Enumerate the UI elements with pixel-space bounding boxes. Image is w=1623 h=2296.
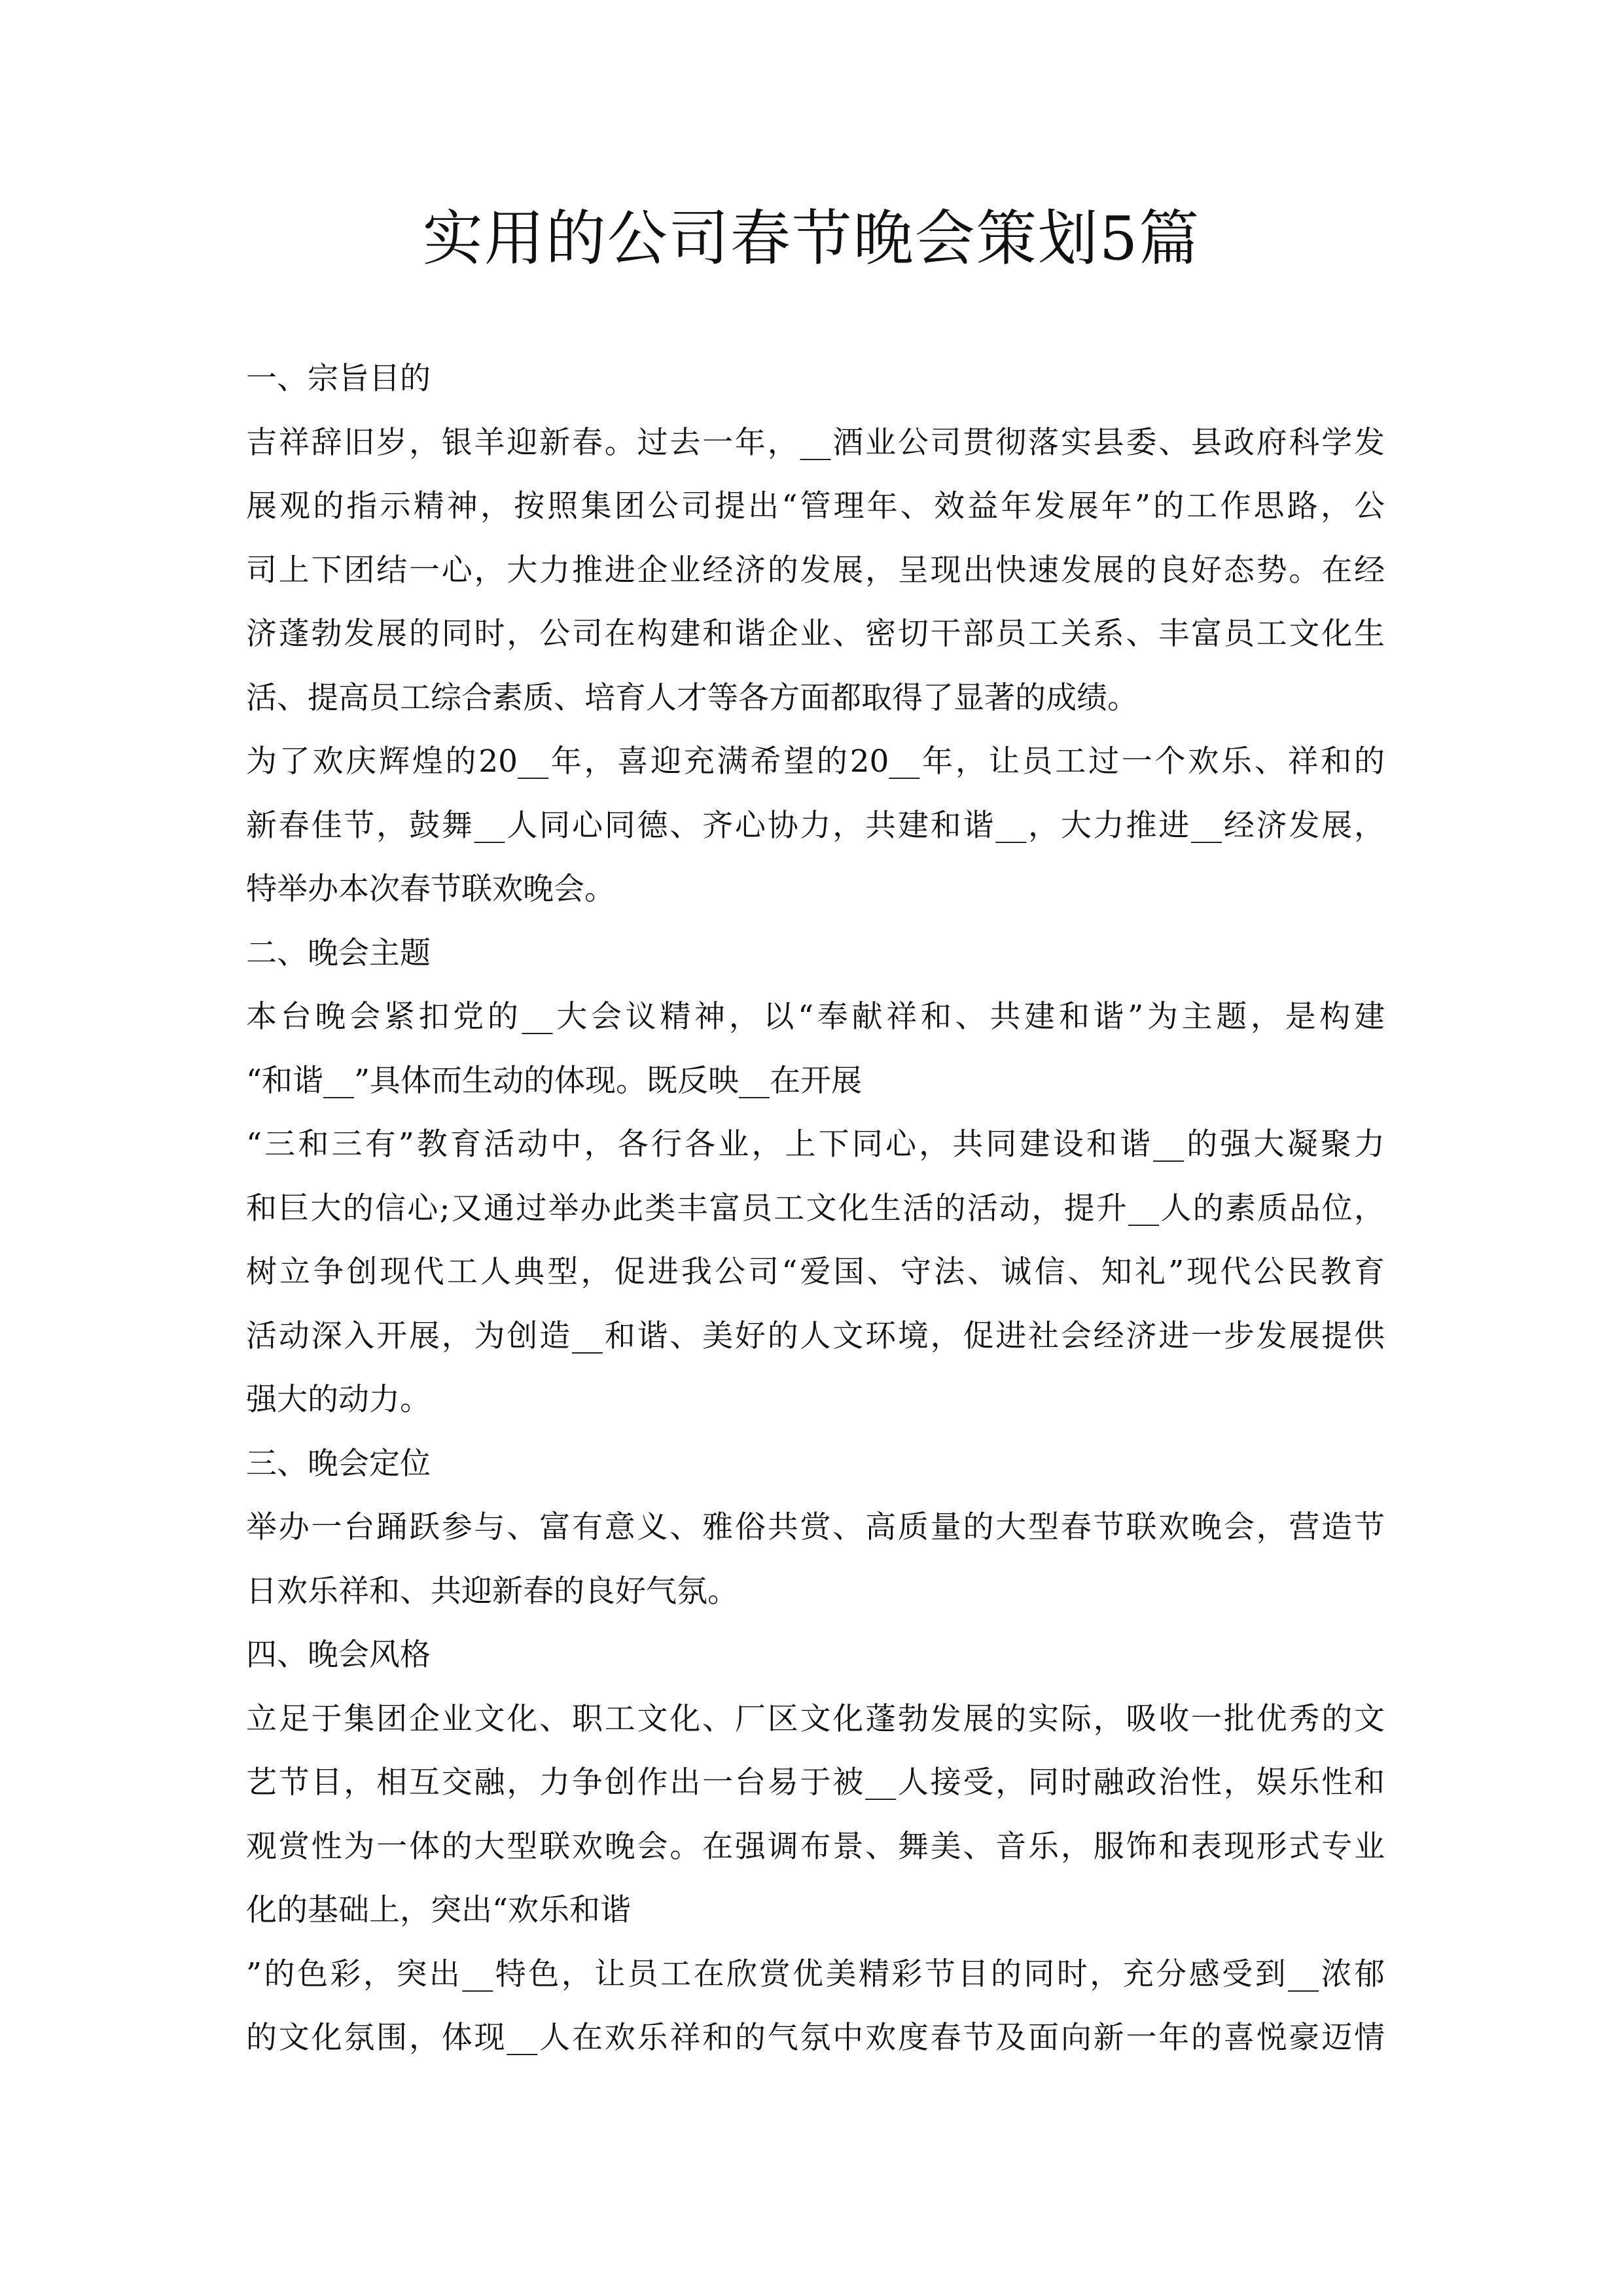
section-heading: 三、晚会定位 <box>246 1445 431 1482</box>
paragraph-line: 化的基础上，突出“欢乐和谐 <box>246 1892 632 1928</box>
paragraph-line: 展观的指示精神，按照集团公司提出“管理年、效益年发展年”的工作思路，公 <box>246 488 1385 524</box>
paragraph-line: 和巨大的信心;又通过举办此类丰富员工文化生活的活动，提升__人的素质品位， <box>246 1190 1385 1227</box>
section-heading: 四、晚会风格 <box>246 1637 431 1673</box>
paragraph-line: ”的色彩，突出__特色，让员工在欣赏优美精彩节目的同时，充分感受到__浓郁 <box>246 1956 1385 1992</box>
section-heading: 一、宗旨目的 <box>246 361 431 397</box>
paragraph-line: 特举办本次春节联欢晚会。 <box>246 871 615 907</box>
paragraph-line: 的文化氛围，体现__人在欢乐祥和的气氛中欢度春节及面向新一年的喜悦豪迈情 <box>246 2020 1385 2056</box>
document-title: 实用的公司春节晚会策划5篇 <box>422 204 1201 274</box>
paragraph-line: 为了欢庆辉煌的20__年，喜迎充满希望的20__年，让员工过一个欢乐、祥和的 <box>246 744 1385 780</box>
paragraph-line: 树立争创现代工人典型，促进我公司“爱国、守法、诚信、知礼”现代公民教育 <box>246 1254 1385 1290</box>
paragraph-line: 举办一台踊跃参与、富有意义、雅俗共赏、高质量的大型春节联欢晚会，营造节 <box>246 1509 1385 1545</box>
paragraph-line: “和谐__”具体而生动的体现。既反映__在开展 <box>246 1062 863 1099</box>
paragraph-line: 立足于集团企业文化、职工文化、厂区文化蓬勃发展的实际，吸收一批优秀的文 <box>246 1700 1385 1737</box>
paragraph-line: 艺节目，相互交融，力争创作出一台易于被__人接受，同时融政治性，娱乐性和 <box>246 1765 1385 1801</box>
paragraph-line: 司上下团结一心，大力推进企业经济的发展，呈现出快速发展的良好态势。在经 <box>246 552 1385 588</box>
paragraph-line: 新春佳节，鼓舞__人同心同德、齐心协力，共建和谐__，大力推进__经济发展， <box>246 807 1385 844</box>
paragraph-line: 强大的动力。 <box>246 1382 431 1418</box>
paragraph-line: 济蓬勃发展的同时，公司在构建和谐企业、密切干部员工关系、丰富员工文化生 <box>246 616 1385 652</box>
paragraph-line: 本台晚会紧扣党的__大会议精神，以“奉献祥和、共建和谐”为主题，是构建 <box>246 999 1385 1035</box>
document-body <box>246 347 1385 2070</box>
paragraph-line: 活动深入开展，为创造__和谐、美好的人文环境，促进社会经济进一步发展提供 <box>246 1318 1385 1354</box>
paragraph-line: 日欢乐祥和、共迎新春的良好气氛。 <box>246 1573 738 1609</box>
paragraph-line: 活、提高员工综合素质、培育人才等各方面都取得了显著的成绩。 <box>246 679 1138 716</box>
paragraph-line: 观赏性为一体的大型联欢晚会。在强调布景、舞美、音乐，服饰和表现形式专业 <box>246 1828 1385 1865</box>
paragraph-line: 吉祥辞旧岁，银羊迎新春。过去一年，__酒业公司贯彻落实县委、县政府科学发 <box>246 424 1385 461</box>
paragraph-line: “三和三有”教育活动中，各行各业，上下同心，共同建设和谐__的强大凝聚力 <box>246 1126 1385 1162</box>
section-heading: 二、晚会主题 <box>246 935 431 971</box>
